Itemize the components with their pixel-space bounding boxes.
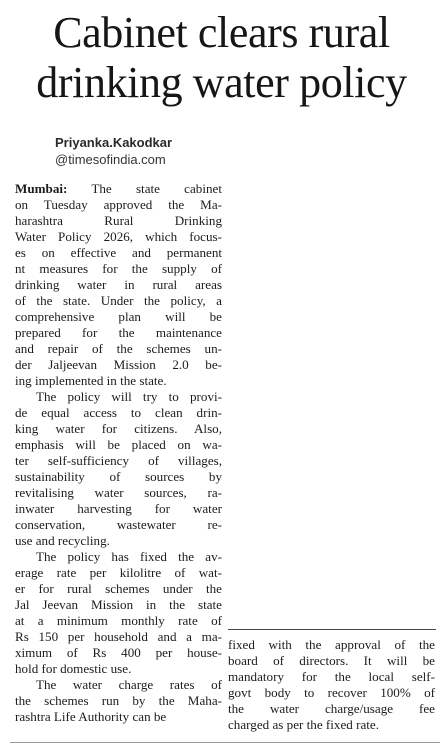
- article-line-text: of the state. Under the policy, a: [15, 293, 222, 308]
- article-line: [228, 685, 435, 701]
- headline-line-2: drinking water policy: [36, 58, 407, 107]
- article-line: [15, 613, 222, 629]
- article-line: [15, 437, 222, 453]
- article-line: [15, 549, 222, 565]
- article-line: [15, 485, 222, 501]
- article-line-text: at a minimum monthly rate of: [15, 613, 222, 628]
- article-line-text: Water Policy 2026, which focus-: [15, 229, 222, 244]
- article-line: [15, 469, 222, 485]
- article-line-text: king water for citizens. Also,: [15, 421, 222, 436]
- article-line-text: Jal Jeevan Mission in the state: [15, 597, 222, 612]
- article-line-text: The state cabinet: [67, 181, 222, 196]
- article-line: [15, 309, 222, 325]
- article-line-text: govt body to recover 100% of: [228, 685, 435, 700]
- article-line: [15, 213, 222, 229]
- article-line-text: use and recycling.: [15, 533, 110, 548]
- article-line-text: the water charge/usage fee: [228, 701, 435, 716]
- article-line: [15, 709, 222, 725]
- article-line-text: comprehensive plan will be: [15, 309, 222, 324]
- article-line: [15, 501, 222, 517]
- article-line-text: and repair of the schemes un-: [15, 341, 222, 356]
- article-line-text: harashtra Rural Drinking: [15, 213, 222, 228]
- bottom-rule: [10, 742, 440, 743]
- headline-line-1: Cabinet clears rural: [53, 8, 390, 57]
- article-line-text: nt measures for the supply of: [15, 261, 222, 276]
- article-line: [15, 629, 222, 645]
- article-line: [15, 325, 222, 341]
- article-line: [228, 653, 435, 669]
- article-line: [15, 645, 222, 661]
- article-line-text: charged as per the fixed rate.: [228, 717, 379, 732]
- article-line: [15, 677, 222, 693]
- article-line: [228, 701, 435, 717]
- article-line: [15, 245, 222, 261]
- article-line-text: de equal access to clean drin-: [15, 405, 222, 420]
- article-line: [15, 341, 222, 357]
- article-line: [15, 197, 222, 213]
- byline: [55, 134, 172, 168]
- article-line-text: sustainability of sources by: [15, 469, 222, 484]
- article-line-text: Rs 150 per household and a ma-: [15, 629, 222, 644]
- dateline: Mumbai:: [15, 181, 68, 196]
- author-name: Priyanka.Kakodkar: [55, 135, 173, 150]
- article-line: [15, 597, 222, 613]
- article-line: [15, 277, 222, 293]
- article-line-text: conservation, wastewater re-: [15, 517, 222, 532]
- article-line-text: ing implemented in the state.: [15, 373, 167, 388]
- article-column-left: [15, 181, 222, 725]
- article-line: [15, 565, 222, 581]
- article-line-text: ximum of Rs 400 per house-: [15, 645, 222, 660]
- article-line: [15, 293, 222, 309]
- article-line: [15, 661, 222, 677]
- article-line-text: erage rate per kilolitre of wat-: [15, 565, 222, 580]
- article-line-text: rashtra Life Authority can be: [15, 709, 167, 724]
- article-line: [15, 405, 222, 421]
- article-line-text: der Jaljeevan Mission 2.0 be-: [15, 357, 222, 372]
- article-line-text: inwater harvesting for water: [15, 501, 222, 516]
- headline: [0, 8, 443, 108]
- article-line-text: hold for domestic use.: [15, 661, 132, 676]
- article-line-text: The policy has fixed the av-: [36, 549, 222, 564]
- article-line: [15, 357, 222, 373]
- article-line-text: mandatory for the local self-: [228, 669, 435, 684]
- article-line: [228, 717, 435, 733]
- article-line: [15, 229, 222, 245]
- article-line-text: The policy will try to provi-: [36, 389, 222, 404]
- article-line: [15, 517, 222, 533]
- author-email: @timesofindia.com: [55, 152, 166, 167]
- article-line-text: board of directors. It will be: [228, 653, 435, 668]
- article-line-text: revitalising water sources, ra-: [15, 485, 222, 500]
- article-line: [15, 181, 222, 197]
- article-line-text: emphasis will be placed on wa-: [15, 437, 222, 452]
- article-line: [15, 373, 222, 389]
- article-line-text: fixed with the approval of the: [228, 637, 435, 652]
- article-line-text: drinking water in rural areas: [15, 277, 222, 292]
- article-line-text: es on effective and permanent: [15, 245, 222, 260]
- article-line: [15, 453, 222, 469]
- article-line-text: The water charge rates of: [36, 677, 222, 692]
- article-line-text: the schemes run by the Maha-: [15, 693, 222, 708]
- article-line: [15, 533, 222, 549]
- article-column-right: [228, 637, 435, 733]
- article-line-text: er for rural schemes under the: [15, 581, 222, 596]
- article-line-text: on Tuesday approved the Ma-: [15, 197, 222, 212]
- column-divider: [228, 629, 436, 630]
- article-line: [15, 581, 222, 597]
- article-line: [15, 421, 222, 437]
- article-line: [15, 389, 222, 405]
- article-line: [15, 261, 222, 277]
- article-line-text: ter self-sufficiency of villages,: [15, 453, 222, 468]
- article-line: [228, 637, 435, 653]
- article-line: [15, 693, 222, 709]
- article-line: [228, 669, 435, 685]
- article-line-text: prepared for the maintenance: [15, 325, 222, 340]
